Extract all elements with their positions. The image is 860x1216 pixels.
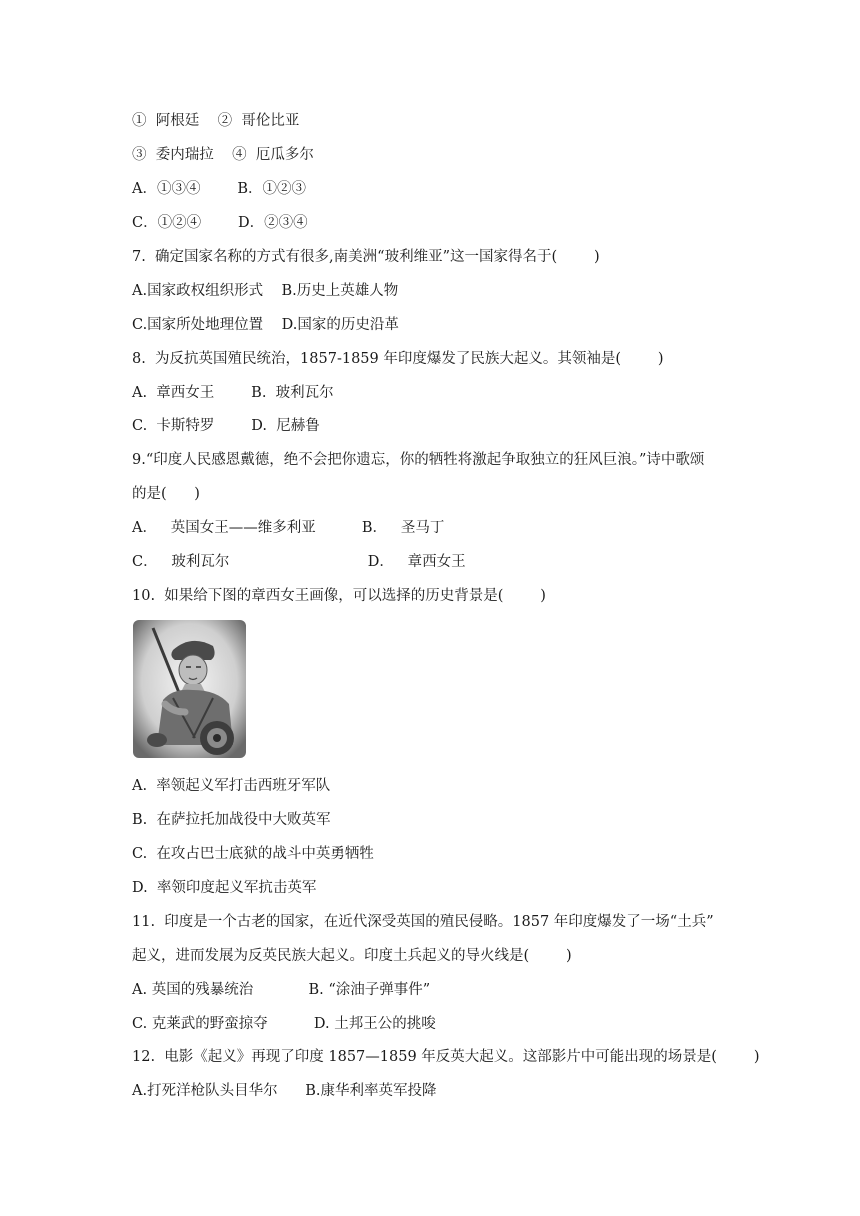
rani-lakshmibai-portrait <box>133 620 246 758</box>
q8-choice-cd: C. 卡斯特罗 D. 尼赫鲁 <box>132 418 320 434</box>
q10-choice-d: D. 率领印度起义军抗击英军 <box>132 880 317 896</box>
q8-stem: 8. 为反抗英国殖民统治，1857-1859 年印度爆发了民族大起义。其领袖是( ) <box>132 351 664 367</box>
q11-stem: 11. 印度是一个古老的国家，在近代深受英国的殖民侵略。1857 年印度爆发了一场“土兵” <box>132 914 714 930</box>
q6-choice-cd: C．①②④ D．②③④ <box>132 215 308 231</box>
q10-choice-b: B. 在萨拉托加战役中大败英军 <box>132 812 331 828</box>
q11-stem-continued: 起义，进而发展为反英民族大起义。印度土兵起义的导火线是( ) <box>132 948 572 964</box>
q10-choice-c: C. 在攻占巴士底狱的战斗中英勇牺牲 <box>132 846 374 862</box>
q11-choice-ab: A. 英国的残暴统治 B. “涂油子弹事件” <box>132 982 431 998</box>
q9-choice-cd: C． 玻利瓦尔 D． 章西女王 <box>132 554 466 570</box>
q11-choice-cd: C. 克莱武的野蛮掠夺 D. 土邦王公的挑唆 <box>132 1016 436 1032</box>
q6-options-row-2: ③ 委内瑞拉 ④ 厄瓜多尔 <box>132 147 314 163</box>
q10-choice-a: A. 率领起义军打击西班牙军队 <box>132 778 331 794</box>
q9-choice-ab: A． 英国女王——维多利亚 B． 圣马丁 <box>132 520 445 536</box>
q12-choice-ab: A.打死洋枪队头目华尔 B.康华利率英军投降 <box>132 1083 437 1099</box>
q12-stem: 12. 电影《起义》再现了印度 1857—1859 年反英大起义。这部影片中可能出现的场景是( ) <box>132 1049 760 1065</box>
q7-choice-ab: A.国家政权组织形式 B.历史上英雄人物 <box>132 283 399 299</box>
q6-options-row-1: ① 阿根廷 ② 哥伦比亚 <box>132 113 300 129</box>
q8-choice-ab: A. 章西女王 B. 玻利瓦尔 <box>132 385 334 401</box>
q6-choice-ab: A．①③④ B．①②③ <box>132 181 306 197</box>
q9-stem-continued: 的是( ) <box>132 486 200 502</box>
q7-stem: 7. 确定国家名称的方式有很多,南美洲“玻利维亚”这一国家得名于( ) <box>132 249 600 265</box>
q9-stem: 9.“印度人民感恩戴德，绝不会把你遗忘，你的牺牲将激起争取独立的狂风巨浪。”诗中歌颂 <box>132 452 705 468</box>
q10-stem: 10. 如果给下图的章西女王画像，可以选择的历史背景是( ) <box>132 588 546 604</box>
q7-choice-cd: C.国家所处地理位置 D.国家的历史沿革 <box>132 317 399 333</box>
